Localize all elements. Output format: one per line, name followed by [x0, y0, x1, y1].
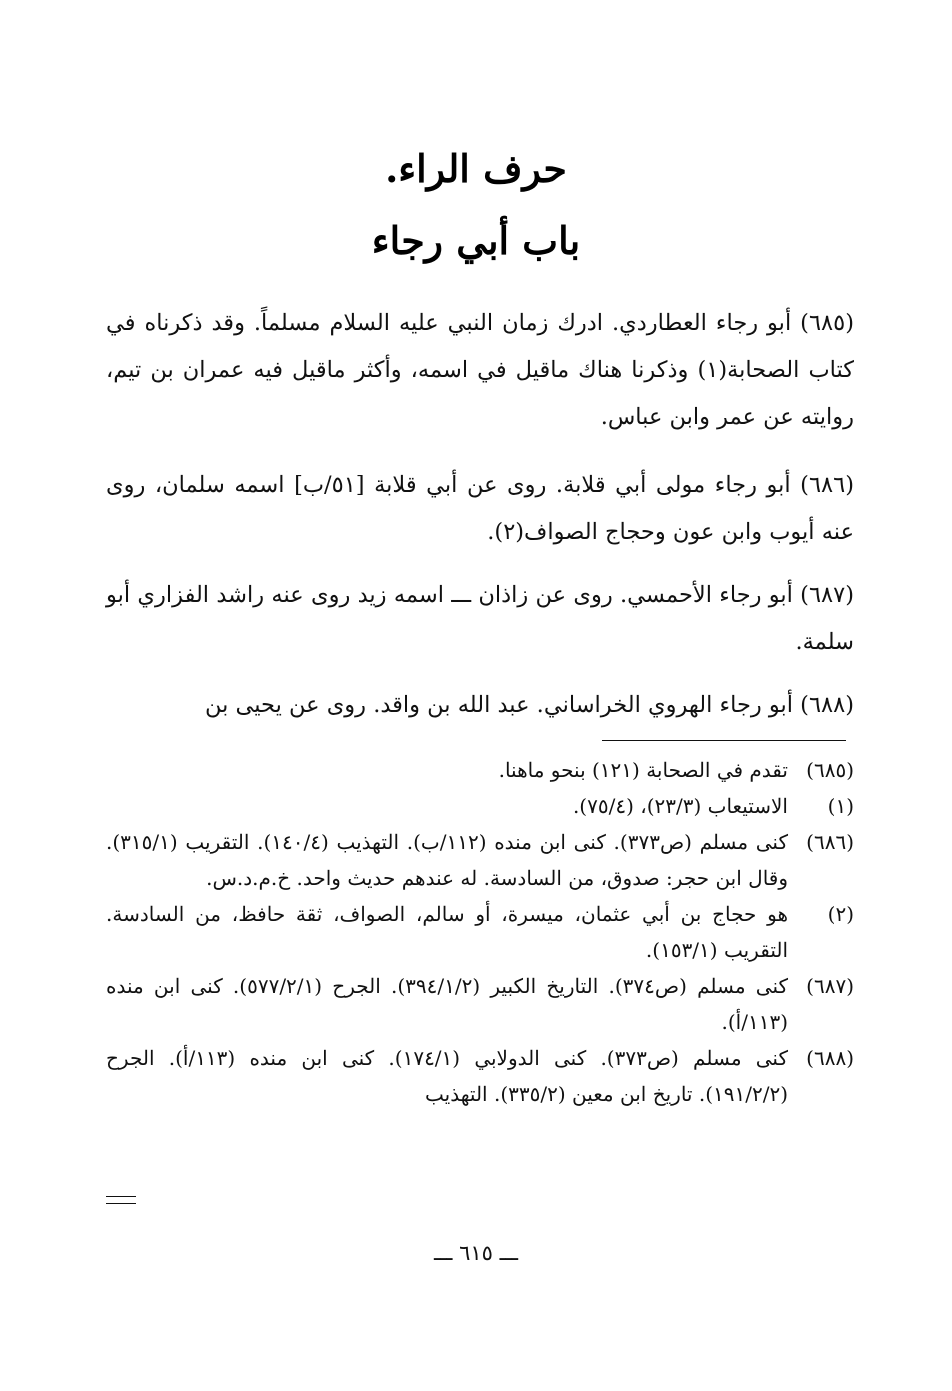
- footnote-text: الاستيعاب (٢٣/٣)، (٧٥/٤).: [572, 794, 788, 818]
- footnote-2: [106, 896, 854, 968]
- footnote-number: (١): [827, 794, 854, 818]
- entry-paragraph-686: (٦٨٦) أبو رجاء مولى أبي قلابة. روى عن أبي قلابة [٥١/ب] اسمه سلمان، روى عنه أيوب وابن عون وحجاج الصواف(٢).: [106, 472, 854, 545]
- footnote-number: (٦٨٨): [806, 1046, 854, 1070]
- footnote-688: [106, 1040, 854, 1112]
- footnote-text: تقدم في الصحابة (١٢١) بنحو ماهنا.: [498, 758, 788, 782]
- footnote-number: (٦٨٧): [806, 974, 854, 998]
- chapter-heading: حرف الراء.: [385, 146, 567, 191]
- page-number: ـــ ٦١٥ ـــ: [433, 1241, 519, 1265]
- footnote-687: [106, 968, 854, 1040]
- entry-paragraph-688: (٦٨٨) أبو رجاء الهروي الخراساني. عبد الله بن واقد. روى عن يحيى بن: [204, 692, 854, 718]
- footnote-text: كنى مسلم (ص٣٧٣). كنى الدولابي (١٧٤/١). كنى ابن منده (١١٣/أ). الجرح (١٩١/٢/٢). تاريخ ابن معين (٣٣٥/٢). التهذيب: [106, 1046, 788, 1106]
- footnotes: [106, 752, 854, 1112]
- footnote-686: [106, 824, 854, 896]
- footnote-number: (٦٨٦): [806, 830, 854, 854]
- footnote-number: (٢): [827, 902, 854, 926]
- footnote-text: هو حجاج بن أبي عثمان، ميسرة، أو سالم، الصواف، ثقة حافظ، من السادسة. التقريب (١٥٣/١).: [106, 902, 788, 962]
- footnote-1: [106, 788, 854, 824]
- entry-paragraph-685: (٦٨٥) أبو رجاء العطاردي. ادرك زمان النبي عليه السلام مسلماً. وقد ذكرناه في كتاب الصحابة(١) وذكرنا هناك ماقيل في اسمه، وأكثر ماقيل فيه عمران بن تيم، روايته عن عمر وابن عباس.: [106, 310, 854, 430]
- footnote-number: (٦٨٥): [806, 758, 854, 782]
- footnote-text: كنى مسلم (ص٣٧٣). كنى ابن منده (١١٢/ب). التهذيب (١٤٠/٤). التقريب (٣١٥/١). وقال ابن حجر: صدوق، من السادسة. له عندهم حديث واحد. خ.م.د.س.: [106, 830, 788, 890]
- footnote-685: [106, 752, 854, 788]
- entry-paragraph-687: (٦٨٧) أبو رجاء الأحمسي. روى عن زاذان ـــ اسمه زيد روى عنه راشد الفزاري أبو سلمة.: [106, 582, 854, 655]
- footnote-text: كنى مسلم (ص٣٧٤). التاريخ الكبير (٣٩٤/١/٢). الجرح (٥٧٧/٢/١). كنى ابن منده (١١٣/أ).: [106, 974, 789, 1034]
- footnote-separator: [602, 740, 846, 741]
- section-heading: باب أبي رجاء: [371, 218, 581, 263]
- continuation-mark: [106, 1196, 136, 1204]
